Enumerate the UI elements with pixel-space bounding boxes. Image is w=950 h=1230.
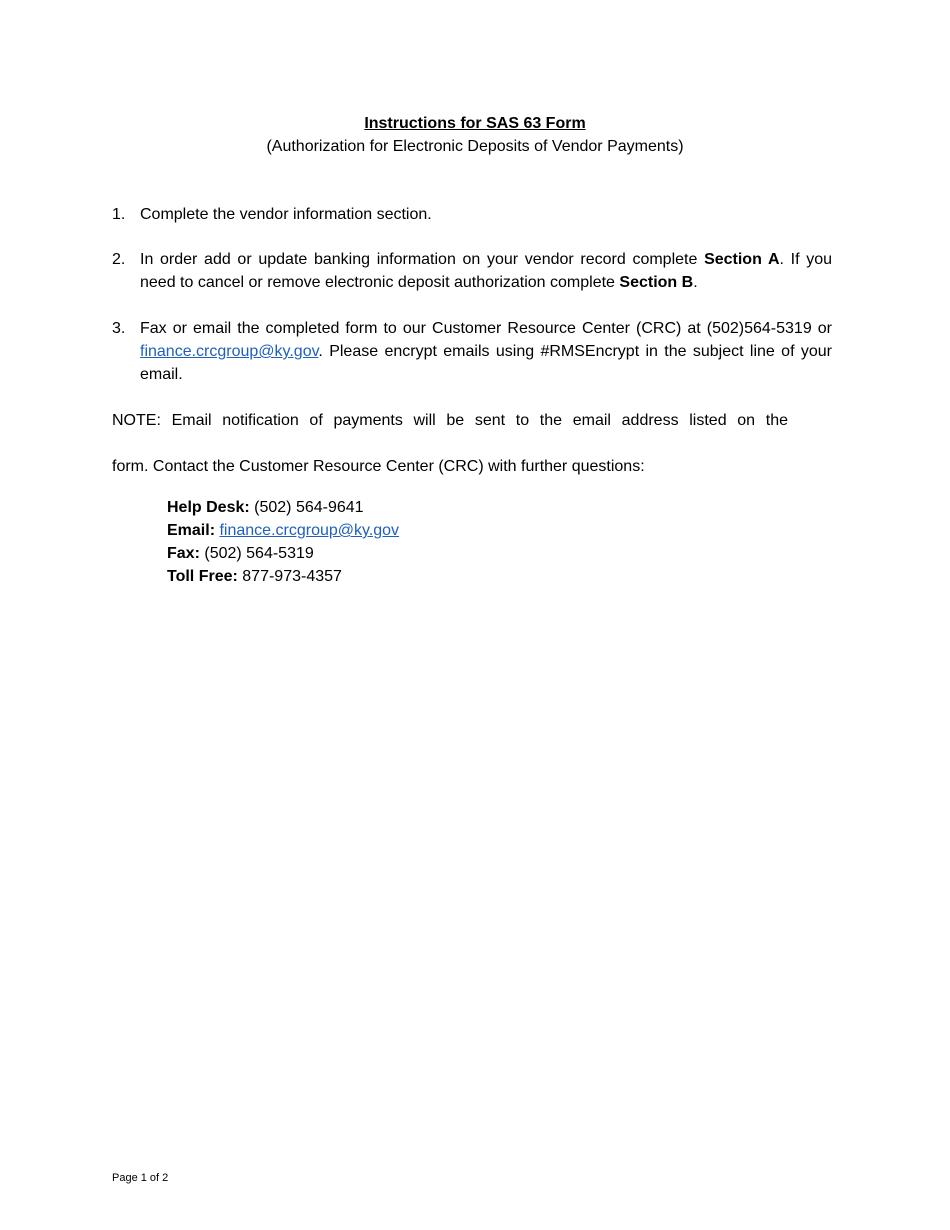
toll-free-label: Toll Free:: [167, 568, 238, 585]
contact-list: [167, 496, 399, 588]
step-text: [140, 203, 832, 226]
contact-fax: [167, 542, 399, 565]
step-text: [140, 248, 832, 294]
document-subtitle: (Authorization for Electronic Deposits of Vendor Payments): [266, 138, 684, 155]
step-1-text: Complete the vendor information section.: [140, 206, 432, 223]
step-number: 2.: [112, 251, 126, 268]
step-number: 1.: [112, 206, 126, 223]
step-2-text-start: In order add or update banking information on your vendor record complete: [140, 251, 705, 268]
step-3-text-start: Fax or email the completed form to our Customer Resource Center (CRC) at (502)564-5319 or: [140, 320, 832, 337]
step-2-text-end: .: [693, 274, 698, 291]
note-paragraph: [112, 398, 788, 490]
contact-email-link[interactable]: finance.crcgroup@ky.gov: [219, 522, 400, 539]
page-number-footer: Page 1 of 2: [112, 1172, 169, 1184]
contact-toll-free: [167, 565, 399, 588]
step-3-text-end: . Please encrypt emails using #RMSEncrypt in the subject line of your email.: [140, 343, 832, 383]
section-a-label: Section A: [704, 251, 780, 268]
fax-value: (502) 564-5319: [204, 545, 314, 562]
toll-free-value: 877-973-4357: [242, 568, 342, 585]
step-2-text-middle: . If you need to cancel or remove electronic deposit authorization complete: [140, 251, 832, 291]
email-label: Email:: [167, 522, 216, 539]
document-title: Instructions for SAS 63 Form: [364, 115, 586, 132]
title-block: [0, 112, 950, 158]
contact-help-desk: [167, 496, 399, 519]
step-number: 3.: [112, 320, 126, 337]
crc-email-link[interactable]: finance.crcgroup@ky.gov: [140, 343, 319, 360]
help-desk-label: Help Desk:: [167, 499, 250, 516]
instruction-step-1: [112, 203, 832, 226]
note-line-1: NOTE: Email notification of payments will be sent to the email address listed on the: [112, 412, 788, 429]
instruction-step-3: [112, 317, 832, 386]
note-line-2: form. Contact the Customer Resource Center (CRC) with further questions:: [112, 458, 645, 475]
help-desk-value: (502) 564-9641: [254, 499, 364, 516]
section-b-label: Section B: [619, 274, 694, 291]
instruction-step-2: [112, 248, 832, 294]
step-text: [140, 317, 832, 386]
fax-label: Fax:: [167, 545, 200, 562]
contact-email: [167, 519, 399, 542]
